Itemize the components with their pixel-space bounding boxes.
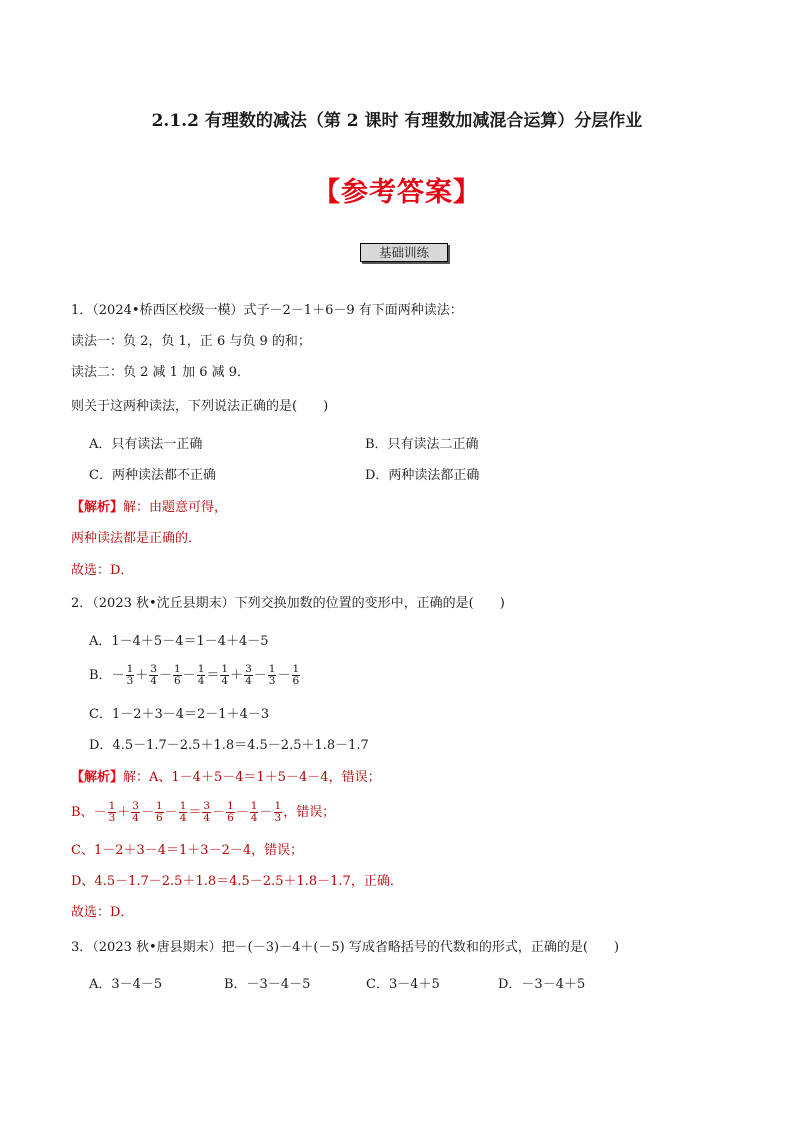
fraction [292, 664, 301, 687]
analysis-b-formula [94, 801, 284, 824]
operator: － [140, 805, 154, 820]
section-badge: 基础训练 [360, 243, 448, 262]
q3-option-c: C．3－4＋5 [366, 977, 440, 992]
fraction-numerator: 1 [173, 663, 181, 675]
fraction-numerator: 1 [268, 663, 276, 675]
fraction-numerator: 1 [227, 800, 234, 812]
fraction-denominator: 4 [132, 812, 139, 824]
analysis-label: 【解析】 [71, 500, 124, 515]
fraction [179, 801, 188, 824]
fraction-numerator: 3 [132, 800, 139, 812]
operator: － [212, 805, 226, 820]
q2-option-c: C．1－2＋3－4＝2－1＋4－3 [89, 707, 270, 722]
fraction-denominator: 4 [150, 675, 157, 687]
fraction-numerator: 1 [155, 800, 163, 812]
analysis-b-tail: ，错误； [283, 805, 336, 820]
q2-option-d: D．4.5－1.7－2.5＋1.8＝4.5－2.5＋1.8－1.7 [89, 738, 369, 753]
analysis-text: 解：A、1－4＋5－4＝1＋5－4－4，错误； [123, 770, 381, 785]
analysis-b-label: B、 [71, 805, 94, 820]
fraction [108, 801, 117, 824]
fraction-numerator: 3 [245, 663, 252, 675]
operator: ＋ [230, 668, 244, 683]
fraction [268, 664, 277, 687]
q1-stem: 1．（2024•桥西区校级一模）式子－2－1＋6－9 有下面两种读法： [71, 303, 463, 318]
q2-option-b [89, 664, 301, 687]
q3-option-a: A．3－4－5 [89, 977, 163, 992]
q2-analysis-c: C、1－2＋3－4＝1＋3－2－4，错误； [71, 843, 304, 858]
fraction [202, 801, 211, 824]
q2-answer: 故选：D． [71, 905, 134, 920]
fraction [274, 801, 283, 824]
fraction-denominator: 6 [227, 812, 234, 824]
operator: － [164, 805, 178, 820]
fraction-numerator: 1 [221, 663, 229, 675]
fraction-numerator: 3 [203, 800, 211, 812]
operator: － [93, 805, 107, 820]
fraction-numerator: 1 [126, 663, 134, 675]
document-title: 2.1.2 有理数的减法（第 2 课时 有理数加减混合运算）分层作业 [151, 111, 643, 131]
q2-analysis-b [71, 801, 335, 824]
operator: ＝ [188, 805, 202, 820]
operator: － [158, 668, 172, 683]
operator: － [259, 805, 273, 820]
fraction-numerator: 1 [179, 800, 187, 812]
q2-stem: 2．（2023 秋•沈丘县期末）下列交换加数的位置的变形中，正确的是( ) [71, 596, 505, 611]
fraction-numerator: 1 [250, 800, 258, 812]
operator: － [182, 668, 196, 683]
fraction [226, 801, 235, 824]
operator: － [277, 668, 291, 683]
q1-analysis-conclusion: 两种读法都是正确的． [71, 531, 202, 546]
q2-option-b-label: B． [89, 668, 112, 683]
fraction [244, 664, 253, 687]
q1-reading-1: 读法一：负 2，负 1，正 6 与负 9 的和； [71, 334, 311, 349]
q2-analysis-a [71, 768, 381, 788]
fraction-denominator: 6 [292, 675, 300, 687]
q1-answer: 故选：D． [71, 563, 134, 578]
fraction [155, 801, 164, 824]
fraction-denominator: 4 [250, 812, 258, 824]
q1-ask: 则关于这两种读法，下列说法正确的是( ) [71, 399, 329, 414]
fraction-numerator: 1 [292, 663, 300, 675]
fraction-denominator: 3 [268, 675, 276, 687]
analysis-text: 解：由题意可得， [123, 500, 228, 515]
q1-analysis [71, 498, 227, 518]
q1-option-d: D．两种读法都正确 [365, 468, 480, 483]
q2-option-b-formula [112, 664, 302, 687]
q3-option-b: B．－3－4－5 [224, 977, 311, 992]
fraction-denominator: 4 [221, 675, 229, 687]
operator: － [253, 668, 267, 683]
fraction [131, 801, 140, 824]
q2-analysis-d: D、4.5－1.7－2.5＋1.8＝4.5－2.5＋1.8－1.7，正确． [71, 874, 403, 889]
fraction-denominator: 4 [245, 675, 252, 687]
q1-option-a: A．只有读法一正确 [89, 437, 203, 452]
fraction-denominator: 4 [203, 812, 211, 824]
fraction-denominator: 3 [126, 675, 134, 687]
fraction-numerator: 3 [150, 663, 157, 675]
analysis-label: 【解析】 [71, 770, 124, 785]
fraction [126, 664, 135, 687]
q1-option-b: B．只有读法二正确 [365, 437, 479, 452]
q1-option-c: C．两种读法都不正确 [89, 468, 216, 483]
fraction-denominator: 6 [173, 675, 181, 687]
operator: ＝ [206, 668, 220, 683]
fraction-denominator: 3 [108, 812, 116, 824]
fraction-numerator: 1 [108, 800, 116, 812]
q1-reading-2: 读法二：负 2 减 1 加 6 减 9． [71, 365, 251, 380]
fraction-denominator: 4 [179, 812, 187, 824]
operator: － [235, 805, 249, 820]
fraction [220, 664, 229, 687]
fraction-numerator: 1 [274, 800, 282, 812]
operator: － [111, 668, 125, 683]
fraction-denominator: 3 [274, 812, 282, 824]
fraction [149, 664, 158, 687]
q2-option-a: A．1－4＋5－4＝1－4＋4－5 [89, 634, 269, 649]
fraction-numerator: 1 [197, 663, 205, 675]
q3-option-d: D．－3－4＋5 [498, 977, 586, 992]
fraction [197, 664, 206, 687]
fraction [250, 801, 259, 824]
q3-stem: 3．（2023 秋•唐县期末）把－(－3)－4＋(－5) 写成省略括号的代数和的形式，正确的是( ) [71, 940, 620, 955]
operator: ＋ [135, 668, 149, 683]
operator: ＋ [117, 805, 131, 820]
fraction [173, 664, 182, 687]
answer-key-heading: 【参考答案】 [313, 177, 481, 208]
fraction-denominator: 4 [197, 675, 205, 687]
fraction-denominator: 6 [155, 812, 163, 824]
